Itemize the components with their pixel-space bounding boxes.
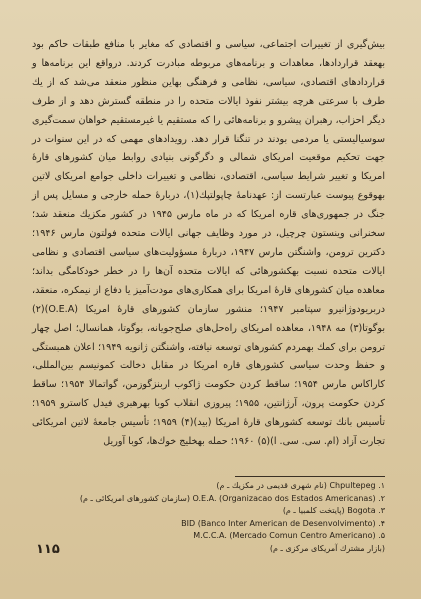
footnote-item — [32, 518, 385, 531]
footnote-number: ۳. — [378, 506, 385, 516]
footnote-latin: BID (Banco Inter American de Desenvolvimento) — [181, 518, 376, 528]
footnote-latin: O.E.A. (Organizacao dos Estados Americanas) — [192, 493, 376, 503]
footnote-item — [32, 493, 385, 506]
footnote-latin: M.C.C.A. (Mercado Comun Centro Americano) — [193, 531, 376, 541]
footnote-latin: Chpultepeg — [329, 481, 376, 490]
footnote-latin: Bogota — [347, 506, 376, 516]
footnote-note: (بازار مشترك آمریکای مرکزی ـ م) — [269, 543, 385, 553]
footnote-item — [32, 480, 385, 493]
footnote-item — [32, 543, 385, 556]
footnote-number: ۲. — [378, 493, 385, 503]
footnote-item — [32, 505, 385, 518]
footnote-separator — [235, 476, 385, 477]
footnote-number: ۴. — [378, 518, 385, 528]
footnotes — [32, 480, 385, 556]
footnote-note: (پایتخت کلمبیا ـ م) — [282, 506, 345, 516]
footnote-number: ۱. — [378, 481, 385, 490]
footnote-note: (نام شهری قدیمی در مکزیك ـ م) — [216, 481, 327, 490]
footnote-number: ۵. — [378, 531, 385, 541]
footnote-item — [32, 530, 385, 543]
body-paragraph: بیش‌گیری از تغییرات اجتماعی، سیاسی و اقتصادی که مغایر با منافع طبقات حاکم بود بهعقد قراردادها، معاهدات و برنامه‌های مربوطه مبادرت کردند. درواقع این برنامه‌ها و قراردادهای اقتصادی، سیاسی، نظامی و فرهنگی بهاین منظور منعقد می‌شد که از یك طرف با سرعتی هرچه بیشتر نفوذ ایالات متحده را در منطقه گسترش دهد و از طرف دیگر احزاب، رهبران پیشرو و برنامه‌هائی را که مستقیم یا غیرمستقیم خواهان سمت‌گیری سوسیالیستی یا مردمی بودند در تنگنا قرار دهد. رویدادهای مهمی که در این سنوات در جهت تحکیم موقعیت امریکای شمالی و دگرگونی بنیادی روابط میان کشورهای قارهٔ امریکا و تغییر شرایط سیاسی، اقتصادی، نظامی و تغییرات داخلی جوامع امریکای لاتین بهوقوع پیوست عبارتست از: عهدنامهٔ چاپولتپك(۱)، دربارهٔ حمله خارجی و مسایل پس از جنگ در جمهوری‌های قاره امریکا که در ماه مارس ۱۹۴۵ در کشور مکزیك منعقد شد؛ سخنرانی وینستون چرچیل، در مورد وظایف جهانی ایالات متحده فولتون مارس ۱۹۴۶؛ دکترین ترومن، واشنگتن مارس ۱۹۴۷، دربارهٔ مسؤولیت‌های سیاسی اقتصادی و نظامی ایالات متحده نسبت بهکشورهائی که ایالات متحده آن‌ها را در خطر خودکامگی بداند؛ معاهده میان کشورهای قارهٔ امریکا برای همکاری‌های مودت‌آمیز یا دفاع از نیمکره، منعقد، دربریودوژانیرو سپتامبر ۱۹۴۷؛ منشور سازمان کشورهای قارهٔ امریکا (O.E.A)(۲) بوگوتا(۳) مه ۱۹۴۸، معاهده امریکای راه‌حل‌های صلح‌جویانه، بوگوتا، همانسال؛ اصل چهار ترومن برای کمك بهمردم کشورهای توسعه نیافته، واشنگتن ژانویه ۱۹۴۹؛ اعلان همبستگی و حفظ وحدت سیاسی کشورهای قاره امریکا در مقابل دخالت کمونیسم بین‌المللی، کاراکاس مارس ۱۹۵۴؛ ساقط کردن حکومت ژاکوب اربنزگوزمن، گواتمالا ۱۹۵۴؛ ساقط کردن حکومت پرون، آرژانتین، ۱۹۵۵؛ پیروزی انقلاب کوبا بهرهبری فیدل کاسترو ۱۹۵۹؛ تأسیس بانك توسعه کشورهای قارهٔ امریکا (بید)(۴) ۱۹۵۹؛ تأسیس جامعهٔ لاتین امریکائی تجارت آزاد (ام. سی. سی. ا)(۵) ۱۹۶۰؛ حمله بهخلیج خوك‌ها، کوبا آوریل — [32, 39, 386, 448]
footnote-note: (سازمان کشورهای امریکائی ـ م) — [79, 493, 190, 503]
page-number: ۱۱۵ — [36, 542, 60, 557]
